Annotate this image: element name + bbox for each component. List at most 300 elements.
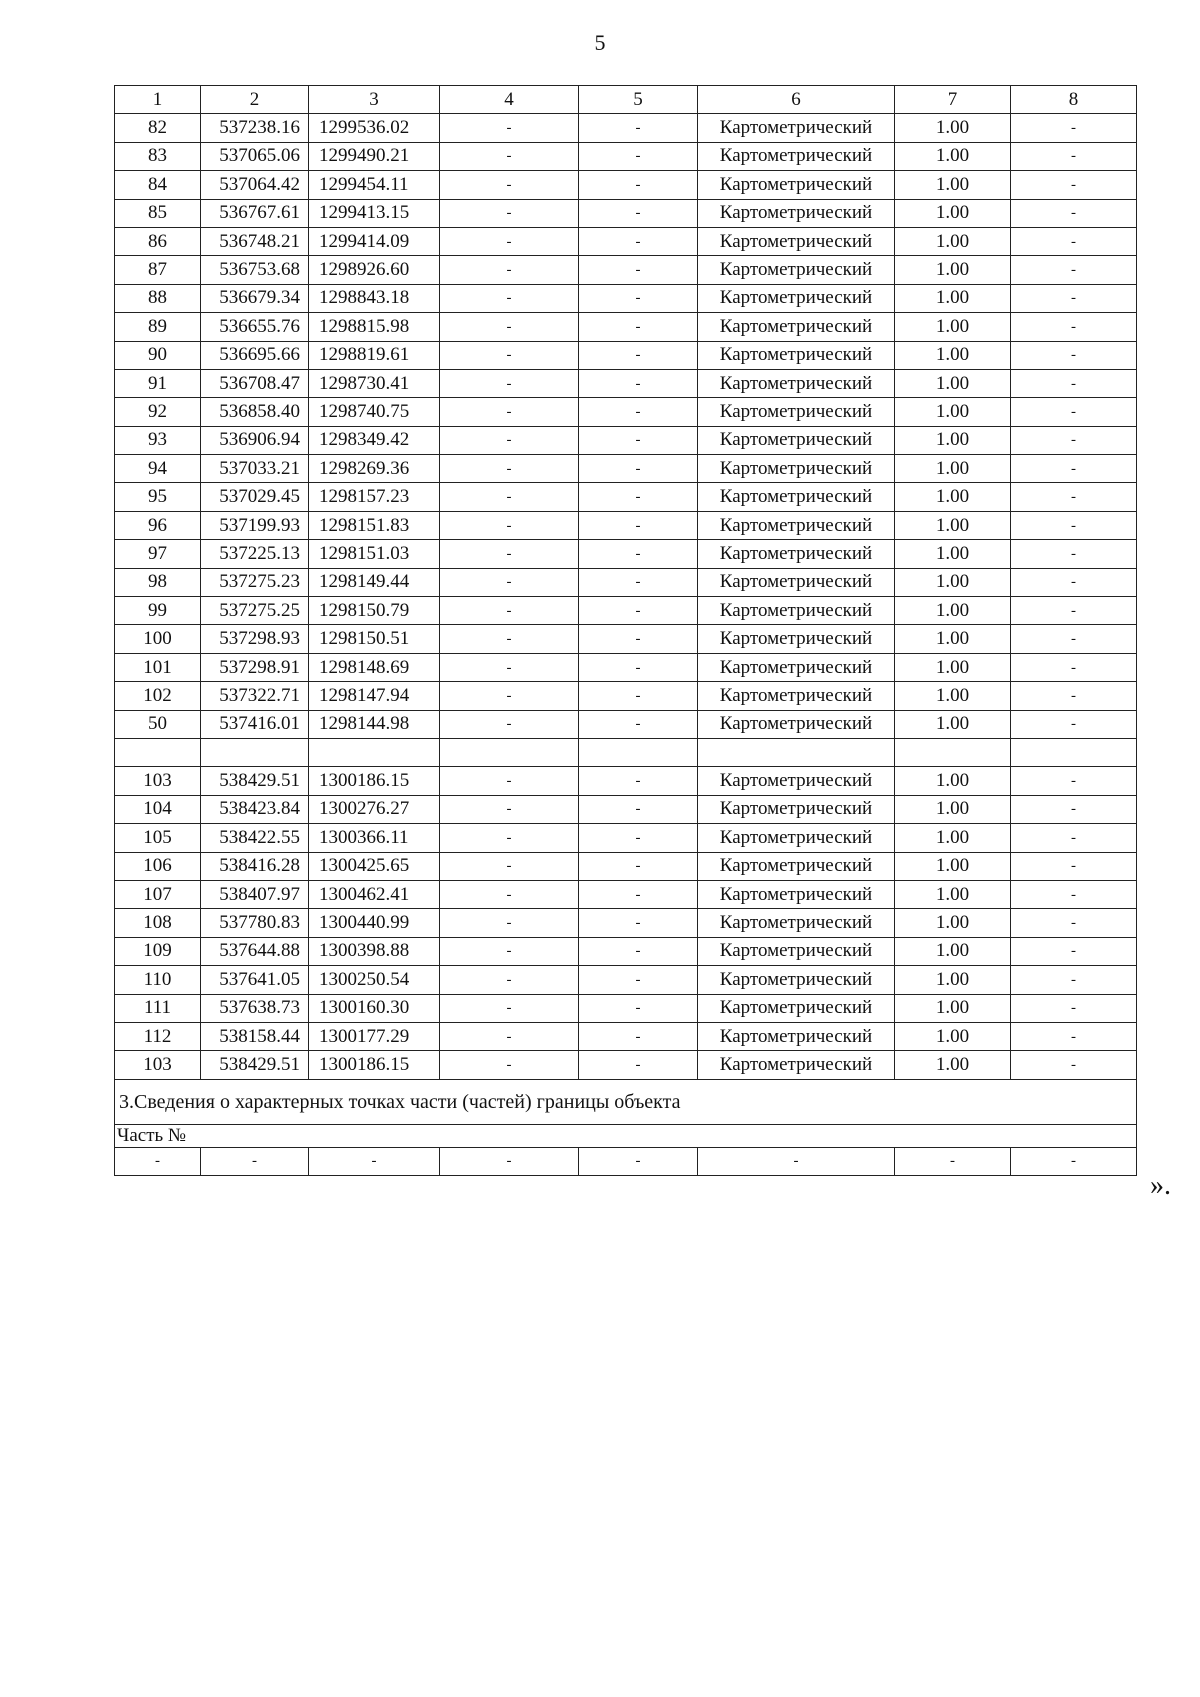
table-cell: -	[1011, 994, 1137, 1022]
table-cell	[1011, 738, 1137, 766]
table-cell: 1298740.75	[309, 398, 440, 426]
coordinates-table	[114, 85, 1137, 1176]
table-row	[115, 568, 1137, 596]
table-cell: Картометрический	[698, 256, 895, 284]
table-cell: -	[579, 1022, 698, 1050]
table-row	[115, 256, 1137, 284]
table-cell: -	[440, 1022, 579, 1050]
table-cell: 110	[115, 966, 201, 994]
table-cell: 89	[115, 313, 201, 341]
table-row	[115, 909, 1137, 937]
table-cell: -	[1011, 795, 1137, 823]
table-cell: 536767.61	[201, 199, 309, 227]
part-label-row	[115, 1124, 1137, 1147]
table-row	[115, 824, 1137, 852]
table-cell: 103	[115, 1051, 201, 1079]
table-cell: 537641.05	[201, 966, 309, 994]
table-cell: 1300440.99	[309, 909, 440, 937]
table-cell: -	[440, 142, 579, 170]
table-cell: -	[1011, 142, 1137, 170]
table-cell: 1.00	[895, 369, 1011, 397]
table-cell: -	[579, 369, 698, 397]
table-cell: 92	[115, 398, 201, 426]
table-cell: 1.00	[895, 313, 1011, 341]
table-cell: 1299454.11	[309, 171, 440, 199]
table-cell: 1298144.98	[309, 710, 440, 738]
table-row	[115, 625, 1137, 653]
table-cell: -	[579, 767, 698, 795]
table-cell: 1.00	[895, 880, 1011, 908]
table-cell: 536748.21	[201, 227, 309, 255]
table-row	[115, 426, 1137, 454]
table-row	[115, 852, 1137, 880]
table-row	[115, 114, 1137, 142]
table-cell: 537029.45	[201, 483, 309, 511]
table-cell: Картометрический	[698, 653, 895, 681]
table-cell: -	[1011, 256, 1137, 284]
table-cell: -	[440, 767, 579, 795]
table-cell: Картометрический	[698, 682, 895, 710]
table-cell: -	[579, 824, 698, 852]
table-cell: -	[1011, 313, 1137, 341]
table-cell: -	[1011, 710, 1137, 738]
table-cell: -	[440, 653, 579, 681]
table-cell: -	[1011, 455, 1137, 483]
table-cell	[698, 738, 895, 766]
table-cell: 1.00	[895, 398, 1011, 426]
table-cell: -	[1011, 483, 1137, 511]
table-cell: -	[1011, 227, 1137, 255]
table-cell: 1.00	[895, 966, 1011, 994]
table-cell: 1.00	[895, 937, 1011, 965]
table-cell: 1298819.61	[309, 341, 440, 369]
table-cell: -	[1011, 568, 1137, 596]
table-cell: -	[1011, 369, 1137, 397]
table-cell: 100	[115, 625, 201, 653]
table-cell: -	[440, 511, 579, 539]
table-cell: 1298157.23	[309, 483, 440, 511]
table-cell: Картометрический	[698, 511, 895, 539]
table-cell: 111	[115, 994, 201, 1022]
table-cell: 536695.66	[201, 341, 309, 369]
table-cell: 537780.83	[201, 909, 309, 937]
table-cell: -	[440, 540, 579, 568]
table-cell: 109	[115, 937, 201, 965]
table-cell: 1300366.11	[309, 824, 440, 852]
table-cell: Картометрический	[698, 455, 895, 483]
table-cell: 1298843.18	[309, 284, 440, 312]
table-cell: Картометрический	[698, 540, 895, 568]
table-cell: 8	[1011, 86, 1137, 114]
table-cell: 1298269.36	[309, 455, 440, 483]
table-cell: 538422.55	[201, 824, 309, 852]
table-cell: -	[1011, 199, 1137, 227]
table-cell: -	[440, 966, 579, 994]
table-cell: -	[579, 455, 698, 483]
table-cell: Картометрический	[698, 114, 895, 142]
table-row	[115, 994, 1137, 1022]
table-cell: -	[579, 795, 698, 823]
table-cell: -	[440, 852, 579, 880]
table-cell: 1.00	[895, 682, 1011, 710]
table-cell: -	[1011, 767, 1137, 795]
table-cell: -	[579, 937, 698, 965]
table-cell: Картометрический	[698, 341, 895, 369]
table-cell: -	[579, 313, 698, 341]
table-cell: -	[579, 653, 698, 681]
table-cell: 1299536.02	[309, 114, 440, 142]
table-cell: -	[579, 568, 698, 596]
table-cell: Картометрический	[698, 1051, 895, 1079]
table-cell: Картометрический	[698, 795, 895, 823]
table-cell: 101	[115, 653, 201, 681]
table-cell: 536679.34	[201, 284, 309, 312]
table-cell: -	[440, 313, 579, 341]
table-cell: -	[1011, 511, 1137, 539]
table-cell: -	[579, 880, 698, 908]
table-cell: -	[201, 1147, 309, 1175]
table-cell: 98	[115, 568, 201, 596]
table-cell: -	[1011, 398, 1137, 426]
table-cell: 1298151.83	[309, 511, 440, 539]
table-cell: Картометрический	[698, 824, 895, 852]
table-cell: -	[1011, 937, 1137, 965]
table-cell: 537298.91	[201, 653, 309, 681]
table-cell: 537322.71	[201, 682, 309, 710]
table-cell: 1.00	[895, 114, 1011, 142]
table-cell: -	[579, 511, 698, 539]
table-cell: 1.00	[895, 1022, 1011, 1050]
table-cell: 1300276.27	[309, 795, 440, 823]
table-cell: 1.00	[895, 710, 1011, 738]
table-row	[115, 398, 1137, 426]
table-cell: -	[440, 710, 579, 738]
table-cell: -	[440, 284, 579, 312]
table-cell	[201, 738, 309, 766]
table-cell: -	[440, 682, 579, 710]
table-cell: 537225.13	[201, 540, 309, 568]
table-cell: Картометрический	[698, 227, 895, 255]
table-cell: 82	[115, 114, 201, 142]
table-cell: -	[579, 426, 698, 454]
table-cell: 1.00	[895, 994, 1011, 1022]
table-cell: 1.00	[895, 341, 1011, 369]
table-row	[115, 710, 1137, 738]
table-cell: Картометрический	[698, 568, 895, 596]
table-cell	[895, 738, 1011, 766]
table-cell: Картометрический	[698, 398, 895, 426]
table-cell: 537275.25	[201, 597, 309, 625]
table-row	[115, 511, 1137, 539]
table-cell: -	[579, 1147, 698, 1175]
table-cell: 7	[895, 86, 1011, 114]
table-cell: 1.00	[895, 824, 1011, 852]
table-cell: 537033.21	[201, 455, 309, 483]
table-cell: Картометрический	[698, 767, 895, 795]
table-cell: -	[1011, 341, 1137, 369]
table-cell: -	[440, 937, 579, 965]
table-cell: 1299490.21	[309, 142, 440, 170]
table-row	[115, 795, 1137, 823]
table-cell: -	[579, 540, 698, 568]
table-cell: -	[579, 256, 698, 284]
table-cell: 95	[115, 483, 201, 511]
table-cell: 50	[115, 710, 201, 738]
table-cell: 537275.23	[201, 568, 309, 596]
table-cell: Картометрический	[698, 199, 895, 227]
table-header-row	[115, 86, 1137, 114]
part-label: Часть №	[115, 1124, 1137, 1147]
table-row	[115, 227, 1137, 255]
table-cell: 1298151.03	[309, 540, 440, 568]
table-cell: -	[440, 199, 579, 227]
table-cell	[115, 738, 201, 766]
table-row	[115, 142, 1137, 170]
table-row	[115, 483, 1137, 511]
table-cell: -	[579, 171, 698, 199]
table-cell: -	[440, 426, 579, 454]
table-cell: 1.00	[895, 597, 1011, 625]
table-cell: -	[579, 852, 698, 880]
table-cell: 87	[115, 256, 201, 284]
table-cell: 1.00	[895, 426, 1011, 454]
table-cell: 1299414.09	[309, 227, 440, 255]
section-title-row	[115, 1079, 1137, 1124]
table-cell: -	[440, 483, 579, 511]
table-cell: -	[1011, 653, 1137, 681]
table-cell: 3	[309, 86, 440, 114]
table-cell: 84	[115, 171, 201, 199]
table-cell: 102	[115, 682, 201, 710]
table-cell: Картометрический	[698, 909, 895, 937]
table-cell: 104	[115, 795, 201, 823]
table-cell: -	[440, 795, 579, 823]
table-cell: 1	[115, 86, 201, 114]
table-cell: Картометрический	[698, 880, 895, 908]
table-cell: Картометрический	[698, 966, 895, 994]
table-cell: 1300250.54	[309, 966, 440, 994]
table-cell: -	[440, 114, 579, 142]
table-cell: 1.00	[895, 256, 1011, 284]
table-cell: 1298730.41	[309, 369, 440, 397]
table-cell: -	[579, 199, 698, 227]
table-cell: -	[579, 398, 698, 426]
table-cell: 536655.76	[201, 313, 309, 341]
table-cell: 1.00	[895, 909, 1011, 937]
table-cell: -	[1011, 284, 1137, 312]
table-cell: 1298149.44	[309, 568, 440, 596]
table-cell: 1.00	[895, 284, 1011, 312]
table-cell: 6	[698, 86, 895, 114]
table-cell: 105	[115, 824, 201, 852]
table-cell: -	[440, 909, 579, 937]
table-cell: 537199.93	[201, 511, 309, 539]
table-row	[115, 341, 1137, 369]
table-cell: 538407.97	[201, 880, 309, 908]
table-cell: Картометрический	[698, 597, 895, 625]
table-cell: 538429.51	[201, 767, 309, 795]
table-cell: Картометрический	[698, 313, 895, 341]
table-cell: -	[440, 227, 579, 255]
table-cell: -	[1011, 852, 1137, 880]
table-cell: -	[579, 909, 698, 937]
table-cell: Картометрический	[698, 426, 895, 454]
table-row	[115, 199, 1137, 227]
table-cell: -	[579, 597, 698, 625]
table-cell: 1.00	[895, 455, 1011, 483]
table-row	[115, 682, 1137, 710]
table-cell: 108	[115, 909, 201, 937]
table-cell: -	[579, 966, 698, 994]
table-cell: -	[440, 1051, 579, 1079]
table-cell: 537638.73	[201, 994, 309, 1022]
table-cell: 1300425.65	[309, 852, 440, 880]
table-row	[115, 1022, 1137, 1050]
table-cell: -	[895, 1147, 1011, 1175]
table-cell: 1300186.15	[309, 767, 440, 795]
table-cell: Картометрический	[698, 710, 895, 738]
table-cell: Картометрический	[698, 171, 895, 199]
table-cell	[579, 738, 698, 766]
table-cell: 1.00	[895, 483, 1011, 511]
table-cell: -	[1011, 597, 1137, 625]
table-cell: -	[440, 171, 579, 199]
table-cell: 1.00	[895, 568, 1011, 596]
table-cell: -	[579, 114, 698, 142]
table-cell: 85	[115, 199, 201, 227]
table-cell: Картометрический	[698, 1022, 895, 1050]
table-cell: -	[1011, 824, 1137, 852]
table-cell: -	[579, 994, 698, 1022]
table-cell: 537644.88	[201, 937, 309, 965]
table-cell: 1.00	[895, 227, 1011, 255]
table-cell: -	[1011, 966, 1137, 994]
table-cell: -	[579, 142, 698, 170]
section-title: 3.Сведения о характерных точках части (частей) границы объекта	[115, 1079, 1137, 1124]
table-cell: -	[440, 597, 579, 625]
table-cell: 1298926.60	[309, 256, 440, 284]
table-cell: Картометрический	[698, 937, 895, 965]
table-cell: -	[309, 1147, 440, 1175]
table-cell: 99	[115, 597, 201, 625]
table-cell: -	[440, 625, 579, 653]
table-cell: 4	[440, 86, 579, 114]
table-cell: 97	[115, 540, 201, 568]
table-cell: 107	[115, 880, 201, 908]
table-row	[115, 284, 1137, 312]
table-cell: Картометрический	[698, 284, 895, 312]
table-cell: 90	[115, 341, 201, 369]
table-cell: -	[440, 341, 579, 369]
table-cell: 536858.40	[201, 398, 309, 426]
table-cell: Картометрический	[698, 142, 895, 170]
table-cell: 537416.01	[201, 710, 309, 738]
table-cell: -	[579, 483, 698, 511]
table-cell: 1298150.79	[309, 597, 440, 625]
table-cell: 1299413.15	[309, 199, 440, 227]
table-cell: 1.00	[895, 171, 1011, 199]
table-cell: -	[1011, 1051, 1137, 1079]
table-cell: -	[440, 994, 579, 1022]
table-cell: -	[1011, 426, 1137, 454]
table-cell: -	[440, 1147, 579, 1175]
table-cell: 1300160.30	[309, 994, 440, 1022]
table-row	[115, 540, 1137, 568]
table-cell: 1.00	[895, 142, 1011, 170]
table-cell: 103	[115, 767, 201, 795]
table-cell: -	[698, 1147, 895, 1175]
table-cell: 91	[115, 369, 201, 397]
table-cell	[309, 738, 440, 766]
table-cell: 1.00	[895, 625, 1011, 653]
table-cell: 1.00	[895, 852, 1011, 880]
table-cell: -	[1011, 909, 1137, 937]
table-cell: -	[579, 1051, 698, 1079]
table-cell: 1.00	[895, 653, 1011, 681]
table-cell: Картометрический	[698, 369, 895, 397]
table-cell: 1298148.69	[309, 653, 440, 681]
table-cell: 94	[115, 455, 201, 483]
table-cell: 536906.94	[201, 426, 309, 454]
page-number: 5	[594, 30, 606, 55]
table-cell: -	[440, 256, 579, 284]
table-cell: 1298147.94	[309, 682, 440, 710]
table-cell: 2	[201, 86, 309, 114]
table-row	[115, 738, 1137, 766]
table-cell: 537065.06	[201, 142, 309, 170]
table-row	[115, 966, 1137, 994]
table-cell: -	[1011, 540, 1137, 568]
table-cell: 1.00	[895, 540, 1011, 568]
table-cell: Картометрический	[698, 625, 895, 653]
table-cell: 1298349.42	[309, 426, 440, 454]
table-row	[115, 880, 1137, 908]
table-row	[115, 313, 1137, 341]
table-row	[115, 597, 1137, 625]
table-cell: -	[440, 369, 579, 397]
table-cell: 93	[115, 426, 201, 454]
table-cell: 538423.84	[201, 795, 309, 823]
table-cell: 1.00	[895, 199, 1011, 227]
table-row	[115, 653, 1137, 681]
table-row	[115, 767, 1137, 795]
table-cell: -	[440, 455, 579, 483]
table-cell: -	[440, 824, 579, 852]
table-cell: 112	[115, 1022, 201, 1050]
table-cell: -	[440, 880, 579, 908]
table-cell: -	[579, 682, 698, 710]
table-cell: 5	[579, 86, 698, 114]
table-cell: 538429.51	[201, 1051, 309, 1079]
table-cell: -	[115, 1147, 201, 1175]
table-cell: -	[1011, 682, 1137, 710]
table-cell	[440, 738, 579, 766]
table-cell: -	[1011, 171, 1137, 199]
table-cell: 1.00	[895, 511, 1011, 539]
table-cell: 1.00	[895, 1051, 1011, 1079]
table-cell: 1298150.51	[309, 625, 440, 653]
table-cell: -	[440, 398, 579, 426]
table-cell: 83	[115, 142, 201, 170]
table-cell: -	[1011, 625, 1137, 653]
table-cell: 538416.28	[201, 852, 309, 880]
table-cell: 1300177.29	[309, 1022, 440, 1050]
table-cell: 96	[115, 511, 201, 539]
table-row	[115, 455, 1137, 483]
table-cell: Картометрический	[698, 483, 895, 511]
table-cell: 536753.68	[201, 256, 309, 284]
table-cell: Картометрический	[698, 994, 895, 1022]
